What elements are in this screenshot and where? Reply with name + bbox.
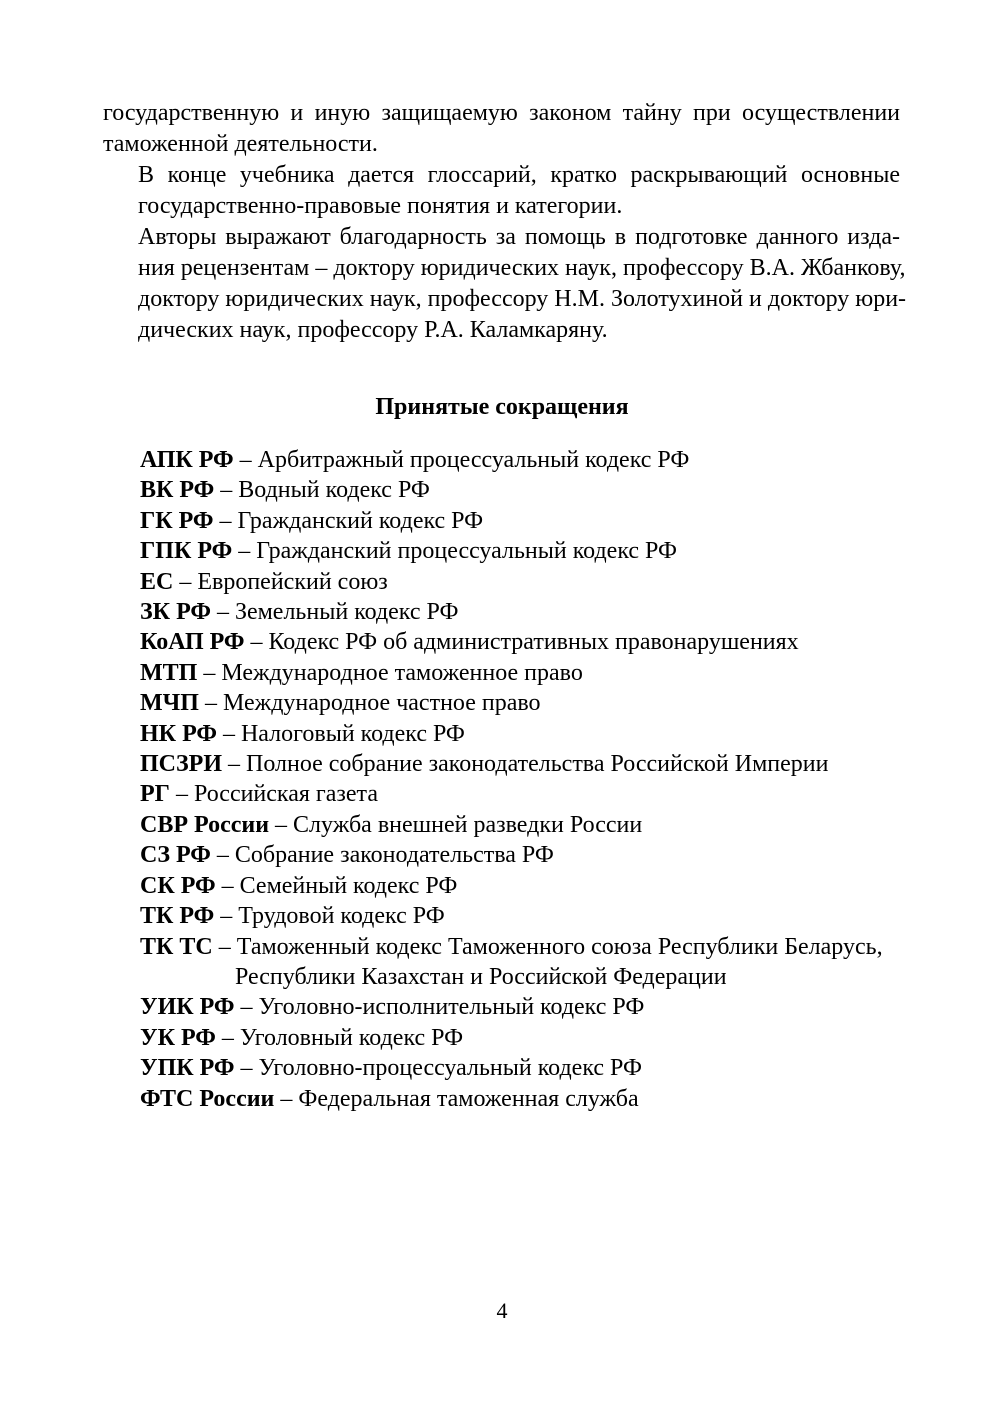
abbreviation-definition-continuation: Республики Казахстан и Российской Федерации xyxy=(235,963,727,990)
abbreviation-definition: Собрание законодательства РФ xyxy=(234,842,554,869)
text-line: доктору юридических наук, профессору Н.М. Золотухиной и доктору юри- xyxy=(138,286,907,312)
list-item: СЗ РФ – Собрание законодательства РФ xyxy=(140,842,554,869)
abbreviation-definition: Таможенный кодекс Таможенного союза Республики Беларусь, xyxy=(236,933,883,960)
abbreviation-term: ЗК РФ xyxy=(140,599,211,626)
abbreviation-definition: Уголовный кодекс РФ xyxy=(239,1024,464,1051)
paragraph-acknowledgements xyxy=(103,222,907,346)
list-item: МТП – Международное таможенное право xyxy=(140,659,583,686)
abbreviation-term: ВК РФ xyxy=(140,477,215,504)
abbreviation-term: ПСЗРИ xyxy=(140,751,222,778)
abbreviation-term: КоАП РФ xyxy=(140,629,245,656)
list-item: УК РФ – Уголовный кодекс РФ xyxy=(140,1024,464,1051)
list-item: ТК РФ – Трудовой кодекс РФ xyxy=(140,903,445,930)
list-item: МЧП – Международное частное право xyxy=(140,690,541,717)
list-item: ТК ТС – Таможенный кодекс Таможенного союза Республики Беларусь, Республики Казахстан и Российской Федерации xyxy=(140,932,910,993)
abbreviation-term: АПК РФ xyxy=(140,447,234,473)
abbreviation-definition: Европейский союз xyxy=(197,568,388,595)
abbreviation-term: ГПК РФ xyxy=(140,538,233,565)
text-line: дических наук, профессору Р.А. Каламкаряну. xyxy=(138,317,608,343)
list-item: ГК РФ – Гражданский кодекс РФ xyxy=(140,507,484,534)
text-line: таможенной деятельности. xyxy=(103,131,378,157)
page-number: 4 xyxy=(496,1298,508,1323)
abbreviation-definition: Служба внешней разведки России xyxy=(293,811,643,838)
abbreviation-term: ТК РФ xyxy=(140,903,215,930)
abbreviation-term: МТП xyxy=(140,659,198,686)
abbreviation-term: ТК ТС xyxy=(140,933,213,960)
list-item: СК РФ – Семейный кодекс РФ xyxy=(140,872,458,899)
abbreviation-definition: Полное собрание законодательства Российской Империи xyxy=(246,751,829,778)
abbreviation-definition: Уголовно-исполнительный кодекс РФ xyxy=(258,994,645,1021)
list-item: КоАП РФ – Кодекс РФ об административных правонарушениях xyxy=(140,629,799,656)
list-item: НК РФ – Налоговый кодекс РФ xyxy=(140,720,465,747)
text-line: В конце учебника дается глоссарий, кратко раскрывающий основные xyxy=(138,162,900,188)
abbreviation-term: РГ xyxy=(140,781,170,808)
abbreviation-definition: Гражданский процессуальный кодекс РФ xyxy=(256,538,677,565)
abbreviation-term: СВР России xyxy=(140,811,270,838)
abbreviation-term: ФТС России xyxy=(140,1085,275,1112)
abbreviation-term: УПК РФ xyxy=(140,1055,235,1082)
list-item: СВР России – Служба внешней разведки России xyxy=(140,811,643,838)
list-item: УИК РФ – Уголовно-исполнительный кодекс РФ xyxy=(140,994,645,1021)
list-item: АПК РФ – Арбитражный процессуальный кодекс РФ xyxy=(140,447,690,473)
abbreviation-definition: Российская газета xyxy=(193,781,378,808)
abbreviation-term: УК РФ xyxy=(140,1024,216,1051)
list-item: ЗК РФ – Земельный кодекс РФ xyxy=(140,599,459,626)
list-item: ПСЗРИ – Полное собрание законодательства Российской Империи xyxy=(140,751,829,778)
abbreviation-term: СК РФ xyxy=(140,872,216,899)
abbreviation-term: ГК РФ xyxy=(140,507,214,534)
abbreviation-definition: Уголовно-процессуальный кодекс РФ xyxy=(258,1055,642,1082)
list-item: ЕС – Европейский союз xyxy=(140,568,388,595)
intro-text xyxy=(103,98,907,346)
list-item: ГПК РФ – Гражданский процессуальный кодекс РФ xyxy=(140,538,677,565)
abbreviations-heading: Принятые сокращения xyxy=(375,394,629,420)
abbreviation-definition: Кодекс РФ об административных правонарушениях xyxy=(268,629,799,656)
abbreviation-definition: Международное таможенное право xyxy=(221,659,583,686)
list-item: УПК РФ – Уголовно-процессуальный кодекс РФ xyxy=(140,1055,642,1082)
abbreviation-term: УИК РФ xyxy=(140,994,235,1021)
list-item: ФТС России – Федеральная таможенная служба xyxy=(140,1085,639,1112)
abbreviation-term: СЗ РФ xyxy=(140,842,211,869)
abbreviation-term: НК РФ xyxy=(140,720,217,747)
abbreviation-term: ЕС xyxy=(140,568,174,595)
abbreviation-term: МЧП xyxy=(140,690,199,717)
abbreviation-definition: Арбитражный процессуальный кодекс РФ xyxy=(257,447,690,473)
abbreviation-definition: Гражданский кодекс РФ xyxy=(237,507,484,534)
abbreviation-definition: Налоговый кодекс РФ xyxy=(240,720,465,747)
list-item: ВК РФ – Водный кодекс РФ xyxy=(140,477,430,504)
list-item: РГ – Российская газета xyxy=(140,781,378,808)
abbreviation-definition: Семейный кодекс РФ xyxy=(239,872,458,899)
abbreviation-definition: Трудовой кодекс РФ xyxy=(238,903,445,930)
abbreviations-list xyxy=(140,445,910,1114)
paragraph-secrecy xyxy=(103,98,900,160)
paragraph-glossary xyxy=(103,160,900,222)
text-line: Авторы выражают благодарность за помощь в подготовке данного изда- xyxy=(138,224,900,250)
abbreviation-definition: Земельный кодекс РФ xyxy=(234,599,459,626)
abbreviation-definition: Международное частное право xyxy=(222,690,541,717)
abbreviation-definition: Водный кодекс РФ xyxy=(238,477,430,504)
text-line: государственно-правовые понятия и категории. xyxy=(138,193,623,219)
text-line: ния рецензентам – доктору юридических наук, профессору В.А. Жбанкову, xyxy=(138,255,906,281)
text-line: государственную и иную защищаемую законом тайну при осуществлении xyxy=(103,100,900,126)
abbreviation-definition: Федеральная таможенная служба xyxy=(298,1085,639,1112)
